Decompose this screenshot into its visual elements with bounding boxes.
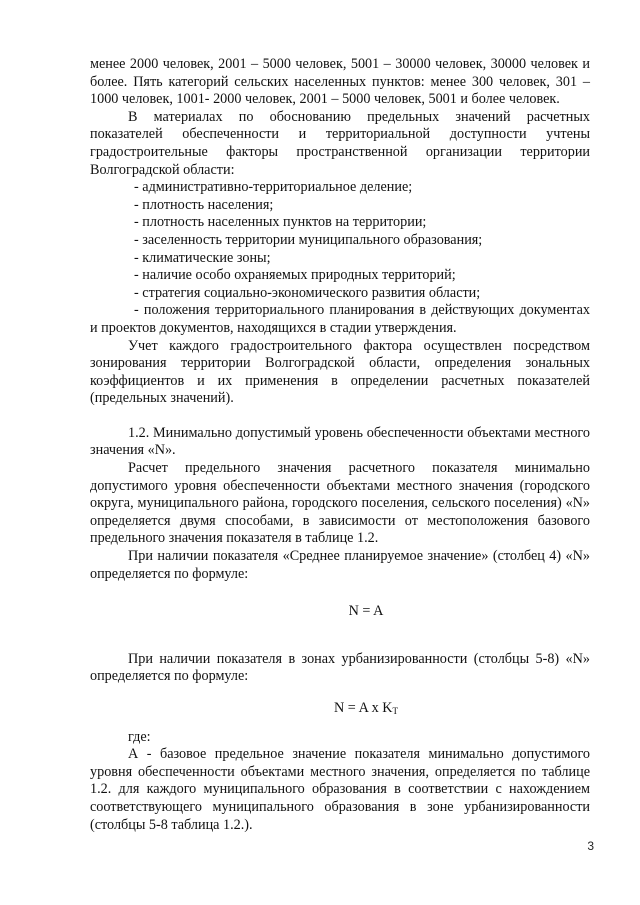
formula-2-main: N = A x K — [334, 700, 393, 716]
list-item: - положения территориального планирования в действующих документах и проектов документов, находящихся в стадии утверждения. — [90, 302, 590, 336]
factors-list — [90, 179, 590, 337]
intro-paragraph-2: В материалах по обоснованию предельных значений расчетных показателей обеспеченности и территориальной доступности учтены градостроительные факторы пространственной организации территории Волгоградской области: — [90, 108, 590, 178]
list-item: - плотность населения; — [134, 196, 274, 213]
list-item: - плотность населенных пунктов на территории; — [134, 214, 427, 231]
formula-1: N = A — [348, 603, 384, 620]
list-item: - административно-территориальное деление; — [134, 179, 413, 196]
list-item: - заселенность территории муниципального образования; — [134, 231, 483, 248]
section-heading: 1.2. Минимально допустимый уровень обеспеченности объектами местного значения «N». — [90, 424, 590, 459]
formula-2 — [90, 700, 590, 721]
document-page — [90, 56, 590, 834]
page-number: 3 — [587, 839, 594, 853]
section-paragraph-4: А - базовое предельное значение показателя минимально допустимого уровня обеспеченности объектами местного значения, определяется по таблице 1.2. для каждого муниципального образования в соответствии с нахождением соответствующего муниципального образования в зоне урбанизированности (столбцы 5-8 таблица 1.2.). — [90, 746, 590, 833]
list-item: - наличие особо охраняемых природных территорий; — [134, 267, 456, 284]
formula-2-subscript: T — [392, 706, 398, 716]
list-item: - стратегия социально-экономического развития области; — [134, 284, 481, 301]
section-paragraph-1: Расчет предельного значения расчетного показателя минимально допустимого уровня обеспеченности объектами местного значения (городского округа, муниципального района, городского поселения, сельского поселения) «N» определяется двумя способами, в зависимости от местоположения базового предельного значения показателя в таблице 1.2. — [90, 460, 590, 547]
where-label: где: — [128, 728, 151, 745]
section-paragraph-3: При наличии показателя в зонах урбанизированности (столбцы 5-8) «N» определяется по формуле: — [90, 650, 590, 685]
zoning-paragraph: Учет каждого градостроительного фактора осуществлен посредством зонирования территории Волгоградской области, определения зональных коэффициентов и их применения в определении расчетных показателей (предельных значений). — [90, 337, 590, 407]
intro-paragraph-1: менее 2000 человек, 2001 – 5000 человек, 5001 – 30000 человек, 30000 человек и более. Пять категорий сельских населенных пунктов: менее 300 человек, 301 – 1000 человек, 1001- 2000 человек, 2001 – 5000 человек, 5001 и более человек. — [90, 56, 590, 108]
list-item: - климатические зоны; — [134, 249, 271, 266]
section-paragraph-2: При наличии показателя «Среднее планируемое значение» (столбец 4) «N» определяется по формуле: — [90, 548, 590, 582]
